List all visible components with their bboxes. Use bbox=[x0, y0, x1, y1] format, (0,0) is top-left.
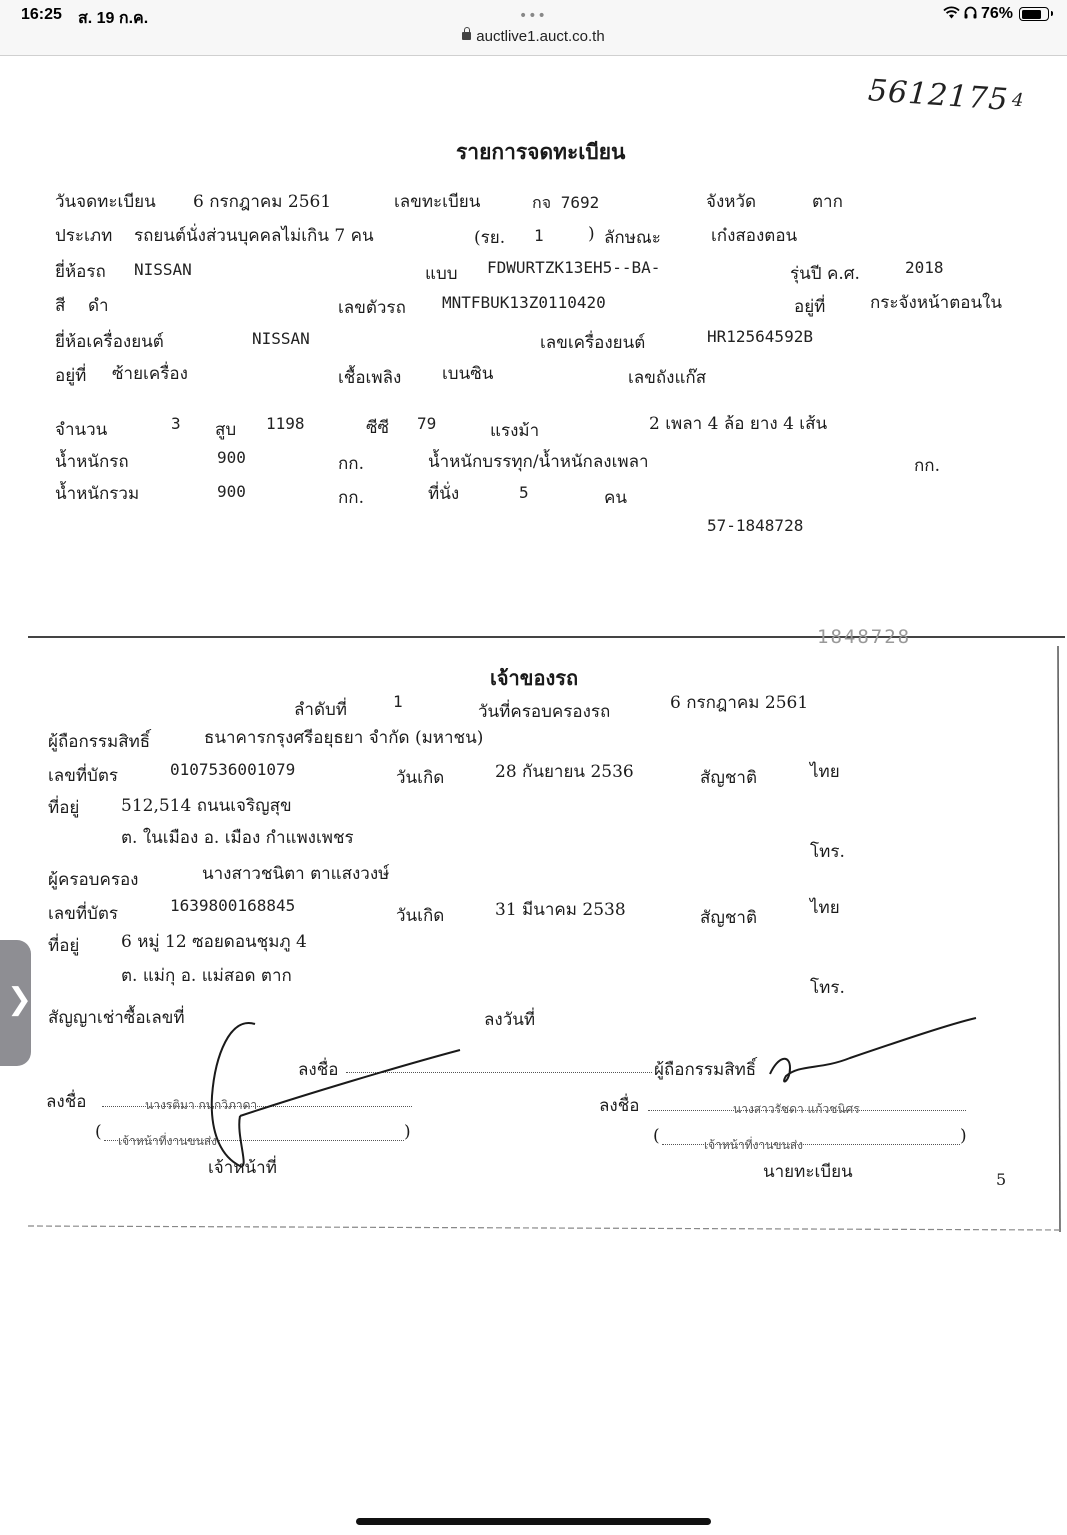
possessor-id-label: เลขที่บัตร bbox=[48, 904, 119, 924]
possessor-label: ผู้ครอบครอง bbox=[48, 870, 139, 890]
status-date: ส. 19 ก.ค. bbox=[78, 10, 149, 27]
sequence-number: 1 bbox=[393, 692, 403, 711]
status-right bbox=[943, 5, 1049, 23]
engine-number: HR12564592B bbox=[707, 327, 813, 346]
wifi-icon bbox=[943, 6, 960, 22]
gas-tank-label: เลขถังแก๊ส bbox=[628, 368, 707, 388]
type-label: ประเภท bbox=[55, 226, 113, 246]
vin-location: กระจังหน้าตอนใน bbox=[870, 293, 1002, 313]
color-label: สี bbox=[55, 296, 66, 316]
cylinder-label: จำนวน bbox=[55, 420, 108, 440]
engine-location-label: อยู่ที่ bbox=[55, 366, 87, 386]
holder-id-label: เลขที่บัตร bbox=[48, 766, 119, 786]
vin: MNTFBUK13Z0110420 bbox=[442, 293, 606, 312]
rs-number: 1 bbox=[534, 226, 544, 245]
registrar-role: นายทะเบียน bbox=[763, 1162, 853, 1182]
home-indicator[interactable] bbox=[356, 1518, 711, 1525]
status-bar bbox=[0, 0, 1067, 56]
possessor-nationality-label: สัญชาติ bbox=[700, 908, 757, 928]
possessor-nationality: ไทย bbox=[810, 898, 840, 918]
seats-unit: คน bbox=[604, 488, 627, 508]
holder-signature bbox=[770, 1018, 976, 1082]
holder-tel-label: โทร. bbox=[810, 842, 845, 862]
battery-icon bbox=[1019, 7, 1049, 21]
year-label: รุ่นปี ค.ศ. bbox=[790, 264, 860, 284]
holder-address-2: ต. ในเมือง อ. เมือง กำแพงเพชร bbox=[121, 828, 354, 848]
brand: NISSAN bbox=[134, 260, 192, 279]
reg-date-label: วันจดทะเบียน bbox=[55, 192, 156, 212]
bottom-edge-line bbox=[28, 1226, 1062, 1230]
rs-close: ) bbox=[588, 224, 595, 244]
cylinder-unit: สูบ bbox=[215, 420, 237, 440]
registrar-paren-open: ( bbox=[653, 1126, 660, 1146]
model-label: แบบ bbox=[425, 264, 458, 284]
kg-unit-3: กก. bbox=[338, 488, 364, 508]
displacement: 1198 bbox=[266, 414, 305, 433]
page-number: 5 bbox=[996, 1170, 1007, 1189]
handwritten-number: 5612175 bbox=[866, 73, 1010, 118]
load-weight-label: น้ำหนักบรรทุก/น้ำหนักลงเพลา bbox=[428, 452, 649, 472]
fuel-label: เชื้อเพลิง bbox=[338, 368, 402, 388]
possession-date-label: วันที่ครอบครองรถ bbox=[478, 702, 611, 722]
officer-title: เจ้าหน้าที่งานขนส่ง bbox=[118, 1134, 218, 1148]
holder-sign-label: ลงชื่อ bbox=[298, 1060, 339, 1080]
signed-date-label: ลงวันที่ bbox=[484, 1010, 536, 1030]
officer-paren-open: ( bbox=[95, 1122, 102, 1142]
vehicle-weight: 900 bbox=[217, 448, 246, 467]
holder-id: 0107536001079 bbox=[170, 760, 296, 779]
possessor-address-2: ต. แม่กุ อ. แม่สอด ตาก bbox=[121, 966, 292, 986]
owner-title: เจ้าของรถ bbox=[490, 666, 579, 690]
axles-tires: 2 เพลา 4 ล้อ ยาง 4 เส้น bbox=[649, 414, 828, 434]
side-panel-tab[interactable] bbox=[0, 940, 31, 1066]
body-style: เก๋งสองตอน bbox=[711, 226, 798, 246]
kg-unit-2: กก. bbox=[914, 456, 940, 476]
brand-label: ยี่ห้อรถ bbox=[55, 262, 106, 282]
possessor-name: นางสาวชนิตา ตาแสงวงษ์ bbox=[202, 864, 390, 884]
engine-brand-label: ยี่ห้อเครื่องยนต์ bbox=[55, 332, 164, 352]
officer-sign-label: ลงชื่อ bbox=[46, 1092, 87, 1112]
status-time: 16:25 bbox=[21, 6, 62, 23]
total-weight: 900 bbox=[217, 482, 246, 501]
total-weight-label: น้ำหนักรวม bbox=[55, 484, 140, 504]
color: ดำ bbox=[88, 296, 109, 316]
style-label: ลักษณะ bbox=[604, 228, 661, 248]
faded-serial: 1848728 bbox=[817, 626, 912, 648]
registrar-name: นางสาวรัชดา แก้วชนิศร bbox=[733, 1102, 860, 1116]
kg-unit: กก. bbox=[338, 454, 364, 474]
vehicle-weight-label: น้ำหนักรถ bbox=[55, 452, 129, 472]
vehicle-type: รถยนต์นั่งส่วนบุคคลไม่เกิน 7 คน bbox=[134, 226, 374, 246]
seats: 5 bbox=[519, 483, 529, 502]
possessor-address-1: 6 หมู่ 12 ซอยดอนชุมภู 4 bbox=[121, 932, 307, 952]
right-edge-line bbox=[1058, 646, 1060, 1232]
holder-label: ผู้ถือกรรมสิทธิ์ bbox=[48, 732, 151, 752]
document-title: รายการจดทะเบียน bbox=[456, 139, 626, 164]
plate-label: เลขทะเบียน bbox=[394, 192, 481, 212]
horsepower: 79 bbox=[417, 414, 437, 433]
holder-address-label: ที่อยู่ bbox=[48, 798, 80, 818]
plate-number: กจ 7692 bbox=[532, 193, 600, 212]
possessor-dob-label: วันเกิด bbox=[396, 906, 445, 926]
address-bar[interactable] bbox=[0, 28, 1067, 45]
possessor-dob: 31 มีนาคม 2538 bbox=[495, 900, 626, 920]
sequence-label: ลำดับที่ bbox=[294, 700, 348, 720]
registrar-title: เจ้าหน้าที่งานขนส่ง bbox=[704, 1138, 804, 1152]
lock-icon bbox=[462, 32, 471, 40]
seats-label: ที่นั่ง bbox=[428, 484, 460, 504]
registration-document bbox=[0, 56, 1067, 1296]
chevron-right-icon: ❯ bbox=[7, 982, 33, 1017]
holder-dob: 28 กันยายน 2536 bbox=[495, 762, 634, 782]
contract-label: สัญญาเช่าซื้อเลขที่ bbox=[48, 1008, 185, 1028]
headphones-icon bbox=[964, 6, 977, 22]
holder-dob-label: วันเกิด bbox=[396, 768, 445, 788]
registrar-paren-close: ) bbox=[960, 1126, 967, 1146]
holder-nationality: ไทย bbox=[810, 762, 840, 782]
fuel: เบนซิน bbox=[442, 364, 494, 384]
registrar-sign-label: ลงชื่อ bbox=[599, 1096, 640, 1116]
possessor-id: 1639800168845 bbox=[170, 896, 296, 915]
rs-open: (รย. bbox=[474, 228, 506, 248]
officer-name: นางรติมา กนกวิภาดา bbox=[145, 1098, 258, 1112]
model: FDWURTZK13EH5--BA- bbox=[487, 258, 661, 277]
possession-date: 6 กรกฎาคม 2561 bbox=[670, 693, 809, 713]
model-year: 2018 bbox=[905, 258, 944, 277]
province-label: จังหวัด bbox=[706, 192, 757, 212]
holder-address-1: 512,514 ถนนเจริญสุข bbox=[121, 796, 292, 816]
officer-role: เจ้าหน้าที่ bbox=[208, 1158, 277, 1178]
possessor-address-label: ที่อยู่ bbox=[48, 936, 80, 956]
officer-paren-close: ) bbox=[404, 1122, 411, 1142]
document-serial: 57-1848728 bbox=[707, 516, 804, 535]
url-text: auctlive1.auct.co.th bbox=[476, 28, 605, 45]
holder-name: ธนาคารกรุงศรีอยุธยา จำกัด (มหาชน) bbox=[204, 728, 484, 748]
signature-strokes bbox=[0, 56, 1067, 1296]
horsepower-label: แรงม้า bbox=[490, 421, 540, 441]
cylinders: 3 bbox=[171, 414, 181, 433]
handwritten-suffix: 4 bbox=[1011, 89, 1026, 112]
holder-sign-role: ผู้ถือกรรมสิทธิ์ bbox=[654, 1060, 757, 1080]
holder-nationality-label: สัญชาติ bbox=[700, 768, 757, 788]
possessor-tel-label: โทร. bbox=[810, 978, 845, 998]
reg-date: 6 กรกฎาคม 2561 bbox=[193, 192, 332, 212]
vin-label: เลขตัวรถ bbox=[338, 298, 406, 318]
engine-brand: NISSAN bbox=[252, 329, 310, 348]
officer-signature bbox=[212, 1023, 460, 1166]
battery-percent: 76% bbox=[980, 5, 1013, 22]
engine-number-label: เลขเครื่องยนต์ bbox=[540, 333, 646, 353]
province: ตาก bbox=[812, 192, 843, 212]
cc-label: ซีซี bbox=[366, 418, 390, 438]
engine-location: ซ้ายเครื่อง bbox=[112, 364, 188, 384]
multitask-dots-icon[interactable]: ••• bbox=[519, 8, 547, 24]
vin-location-label: อยู่ที่ bbox=[794, 297, 826, 317]
